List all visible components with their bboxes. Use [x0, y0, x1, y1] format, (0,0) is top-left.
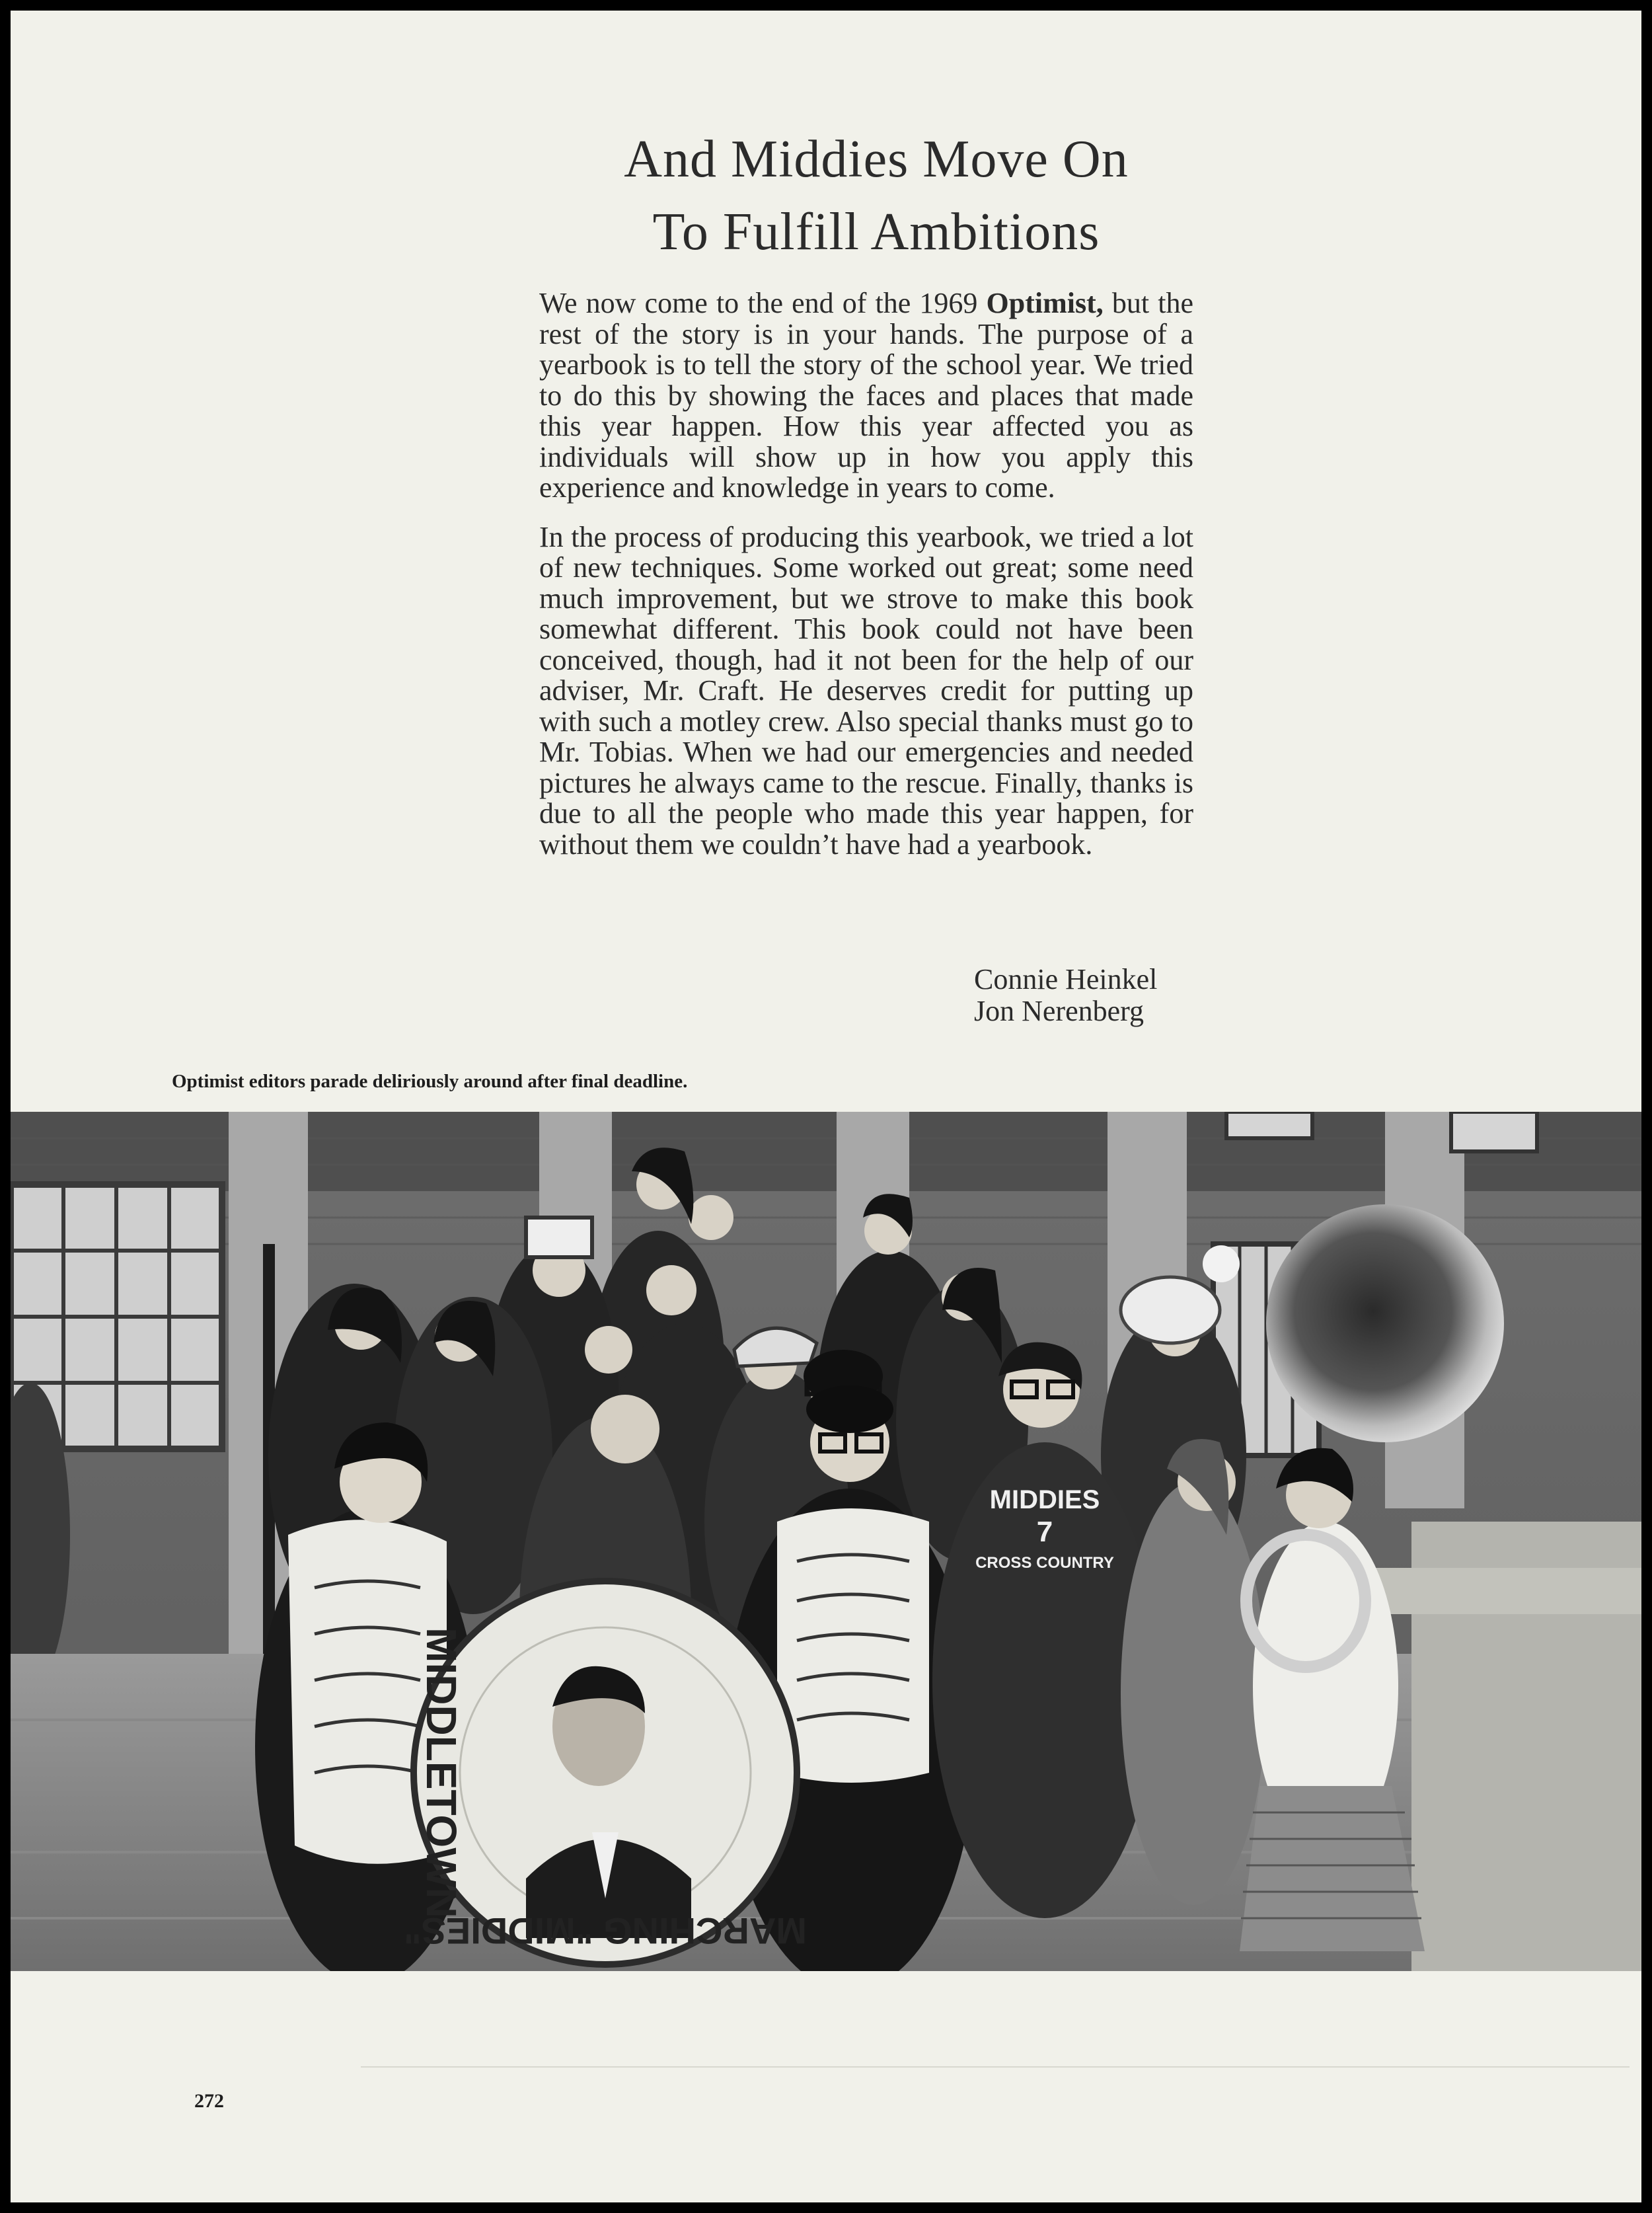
page-title	[513, 123, 1240, 268]
title-line-2: To Fulfill Ambitions	[652, 203, 1100, 261]
footer-rule	[361, 2066, 1630, 2068]
sweatshirt-number: 7	[1036, 1516, 1053, 1548]
page-number: 272	[194, 2090, 224, 2112]
signature-name-2: Jon Nerenberg	[974, 995, 1144, 1027]
majorette-hat	[526, 1218, 592, 1257]
title-line-1: And Middies Move On	[624, 130, 1129, 188]
lamp-globe	[1203, 1245, 1240, 1282]
optimist-title: Optimist,	[986, 287, 1104, 319]
sweatshirt-text-top: MIDDIES	[989, 1485, 1100, 1514]
signature-name-1: Connie Heinkel	[974, 963, 1158, 995]
uniform-front-center	[777, 1508, 929, 1783]
drum-text-bottom: MIDDLETOWN	[418, 1627, 465, 1918]
paragraph-1-rest: but the rest of the story is in your hands. The purpose of a yearbook is to tell the story of the school year. We tried to do this by showing the faces and places that made this year happen. How this year affected you as individuals will show up in how you apply this experience and knowledge in years to come.	[539, 287, 1193, 504]
paragraph-1	[539, 288, 1193, 504]
sweatshirt-text-bottom: CROSS COUNTRY	[975, 1554, 1114, 1572]
sousaphone-bell	[1266, 1204, 1504, 1442]
paragraph-2: In the process of producing this yearbook, we tried a lot of new techniques. Some worked out great; some need much improvement, but we strove to make this book somewhat different. This book could not have been conceived, though, had it not been for the help of our adviser, Mr. Craft. He deserves credit for putting up with such a motley crew. Also special thanks must go to Mr. Tobias. When we had our emergencies and needed pictures he always came to the rescue. Finally, thanks is due to all the people who made this year happen, for without them we couldn’t have had a yearbook.	[539, 520, 1193, 861]
yearbook-page	[11, 11, 1641, 2202]
drum-text-top: MARCHING "MIDDIES"	[404, 1910, 807, 1952]
body-text	[539, 288, 1193, 878]
photo-caption: Optimist editors parade deliriously around after final deadline.	[172, 1071, 688, 1092]
bass-drum	[404, 1581, 807, 1964]
paragraph-1-start: We now come to the end of the 1969	[539, 287, 987, 319]
signature-block	[974, 964, 1157, 1027]
group-photo	[11, 1112, 1641, 1971]
